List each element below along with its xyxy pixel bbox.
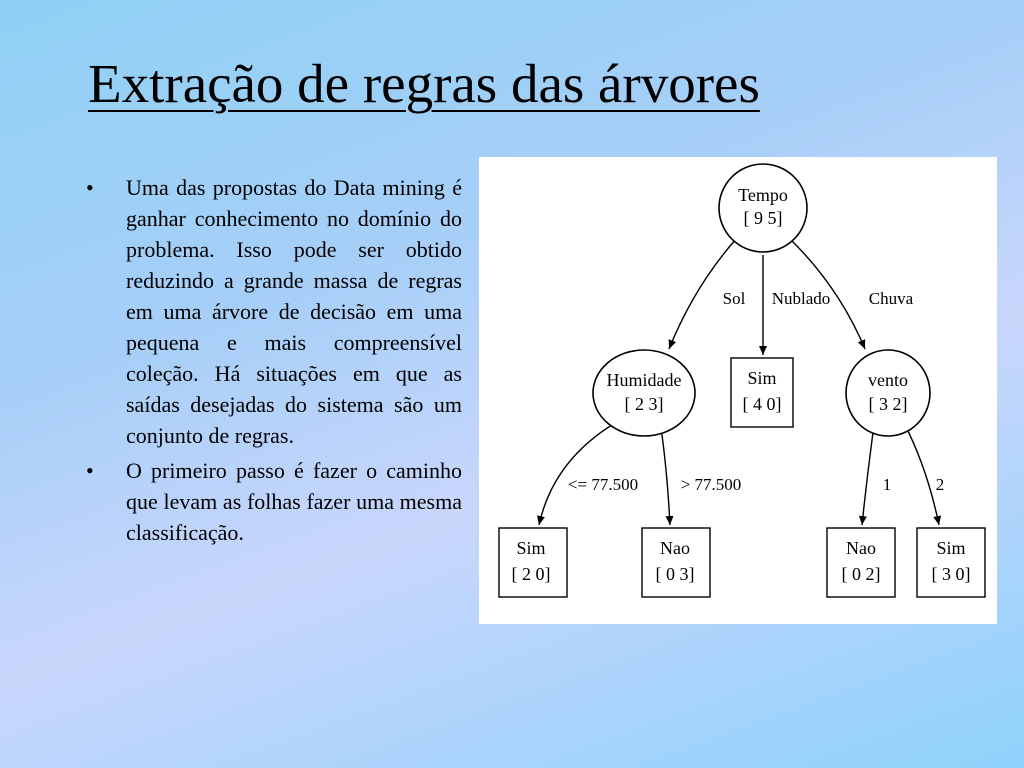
edge-wind-2 xyxy=(903,421,939,525)
bullet-list xyxy=(86,172,462,552)
node-vento-counts: [ 3 2] xyxy=(868,394,908,414)
leaf-humidity-low-counts: [ 2 0] xyxy=(511,564,551,584)
edge-label-sol: Sol xyxy=(722,289,746,308)
edge-humidity-low xyxy=(539,419,622,525)
leaf-humidity-low-label: Sim xyxy=(516,538,546,558)
leaf-wind-2-counts: [ 3 0] xyxy=(931,564,971,584)
bullet-text: O primeiro passo é fazer o caminho que levam as folhas fazer uma mesma classificação. xyxy=(126,458,462,545)
leaf-wind-2-label: Sim xyxy=(936,538,966,558)
node-tempo-counts: [ 9 5] xyxy=(743,208,783,228)
edge-label-humidity-low: <= 77.500 xyxy=(567,475,639,494)
decision-tree-svg xyxy=(479,157,997,624)
node-vento xyxy=(846,350,930,436)
edge-humidity-high xyxy=(660,421,670,525)
bullet-item xyxy=(86,455,462,548)
decision-tree-diagram xyxy=(479,157,997,624)
node-humidade-name: Humidade xyxy=(606,370,682,390)
bullet-marker: • xyxy=(86,175,94,200)
leaf-humidity-high-counts: [ 0 3] xyxy=(655,564,695,584)
leaf-wind-1-counts: [ 0 2] xyxy=(841,564,881,584)
node-vento-name: vento xyxy=(868,370,908,390)
bullet-marker: • xyxy=(86,458,94,483)
leaf-nublado-counts: [ 4 0] xyxy=(742,394,782,414)
node-tempo-name: Tempo xyxy=(738,185,788,205)
leaf-nublado-label: Sim xyxy=(747,368,777,388)
bullet-item xyxy=(86,172,462,451)
edge-label-wind-2: 2 xyxy=(935,475,945,494)
leaf-humidity-high-label: Nao xyxy=(660,538,690,558)
bullet-text: Uma das propostas do Data mining é ganhar conhecimento no domínio do problema. Isso pode ser obtido reduzindo a grande massa de regras em uma árvore de decisão em uma pequena e mais compreensível coleção. Há situações em que as saídas desejadas do sistema são um conjunto de regras. xyxy=(126,175,462,448)
edge-label-chuva: Chuva xyxy=(868,289,914,308)
slide-title: Extração de regras das árvores xyxy=(88,53,760,114)
node-humidade-counts: [ 2 3] xyxy=(624,394,664,414)
edge-label-nublado: Nublado xyxy=(771,289,831,308)
edge-label-humidity-high: > 77.500 xyxy=(680,475,742,494)
edge-label-wind-1: 1 xyxy=(882,475,892,494)
node-humidade xyxy=(593,350,695,436)
edge-wind-1 xyxy=(862,425,874,525)
leaf-wind-1-label: Nao xyxy=(846,538,876,558)
